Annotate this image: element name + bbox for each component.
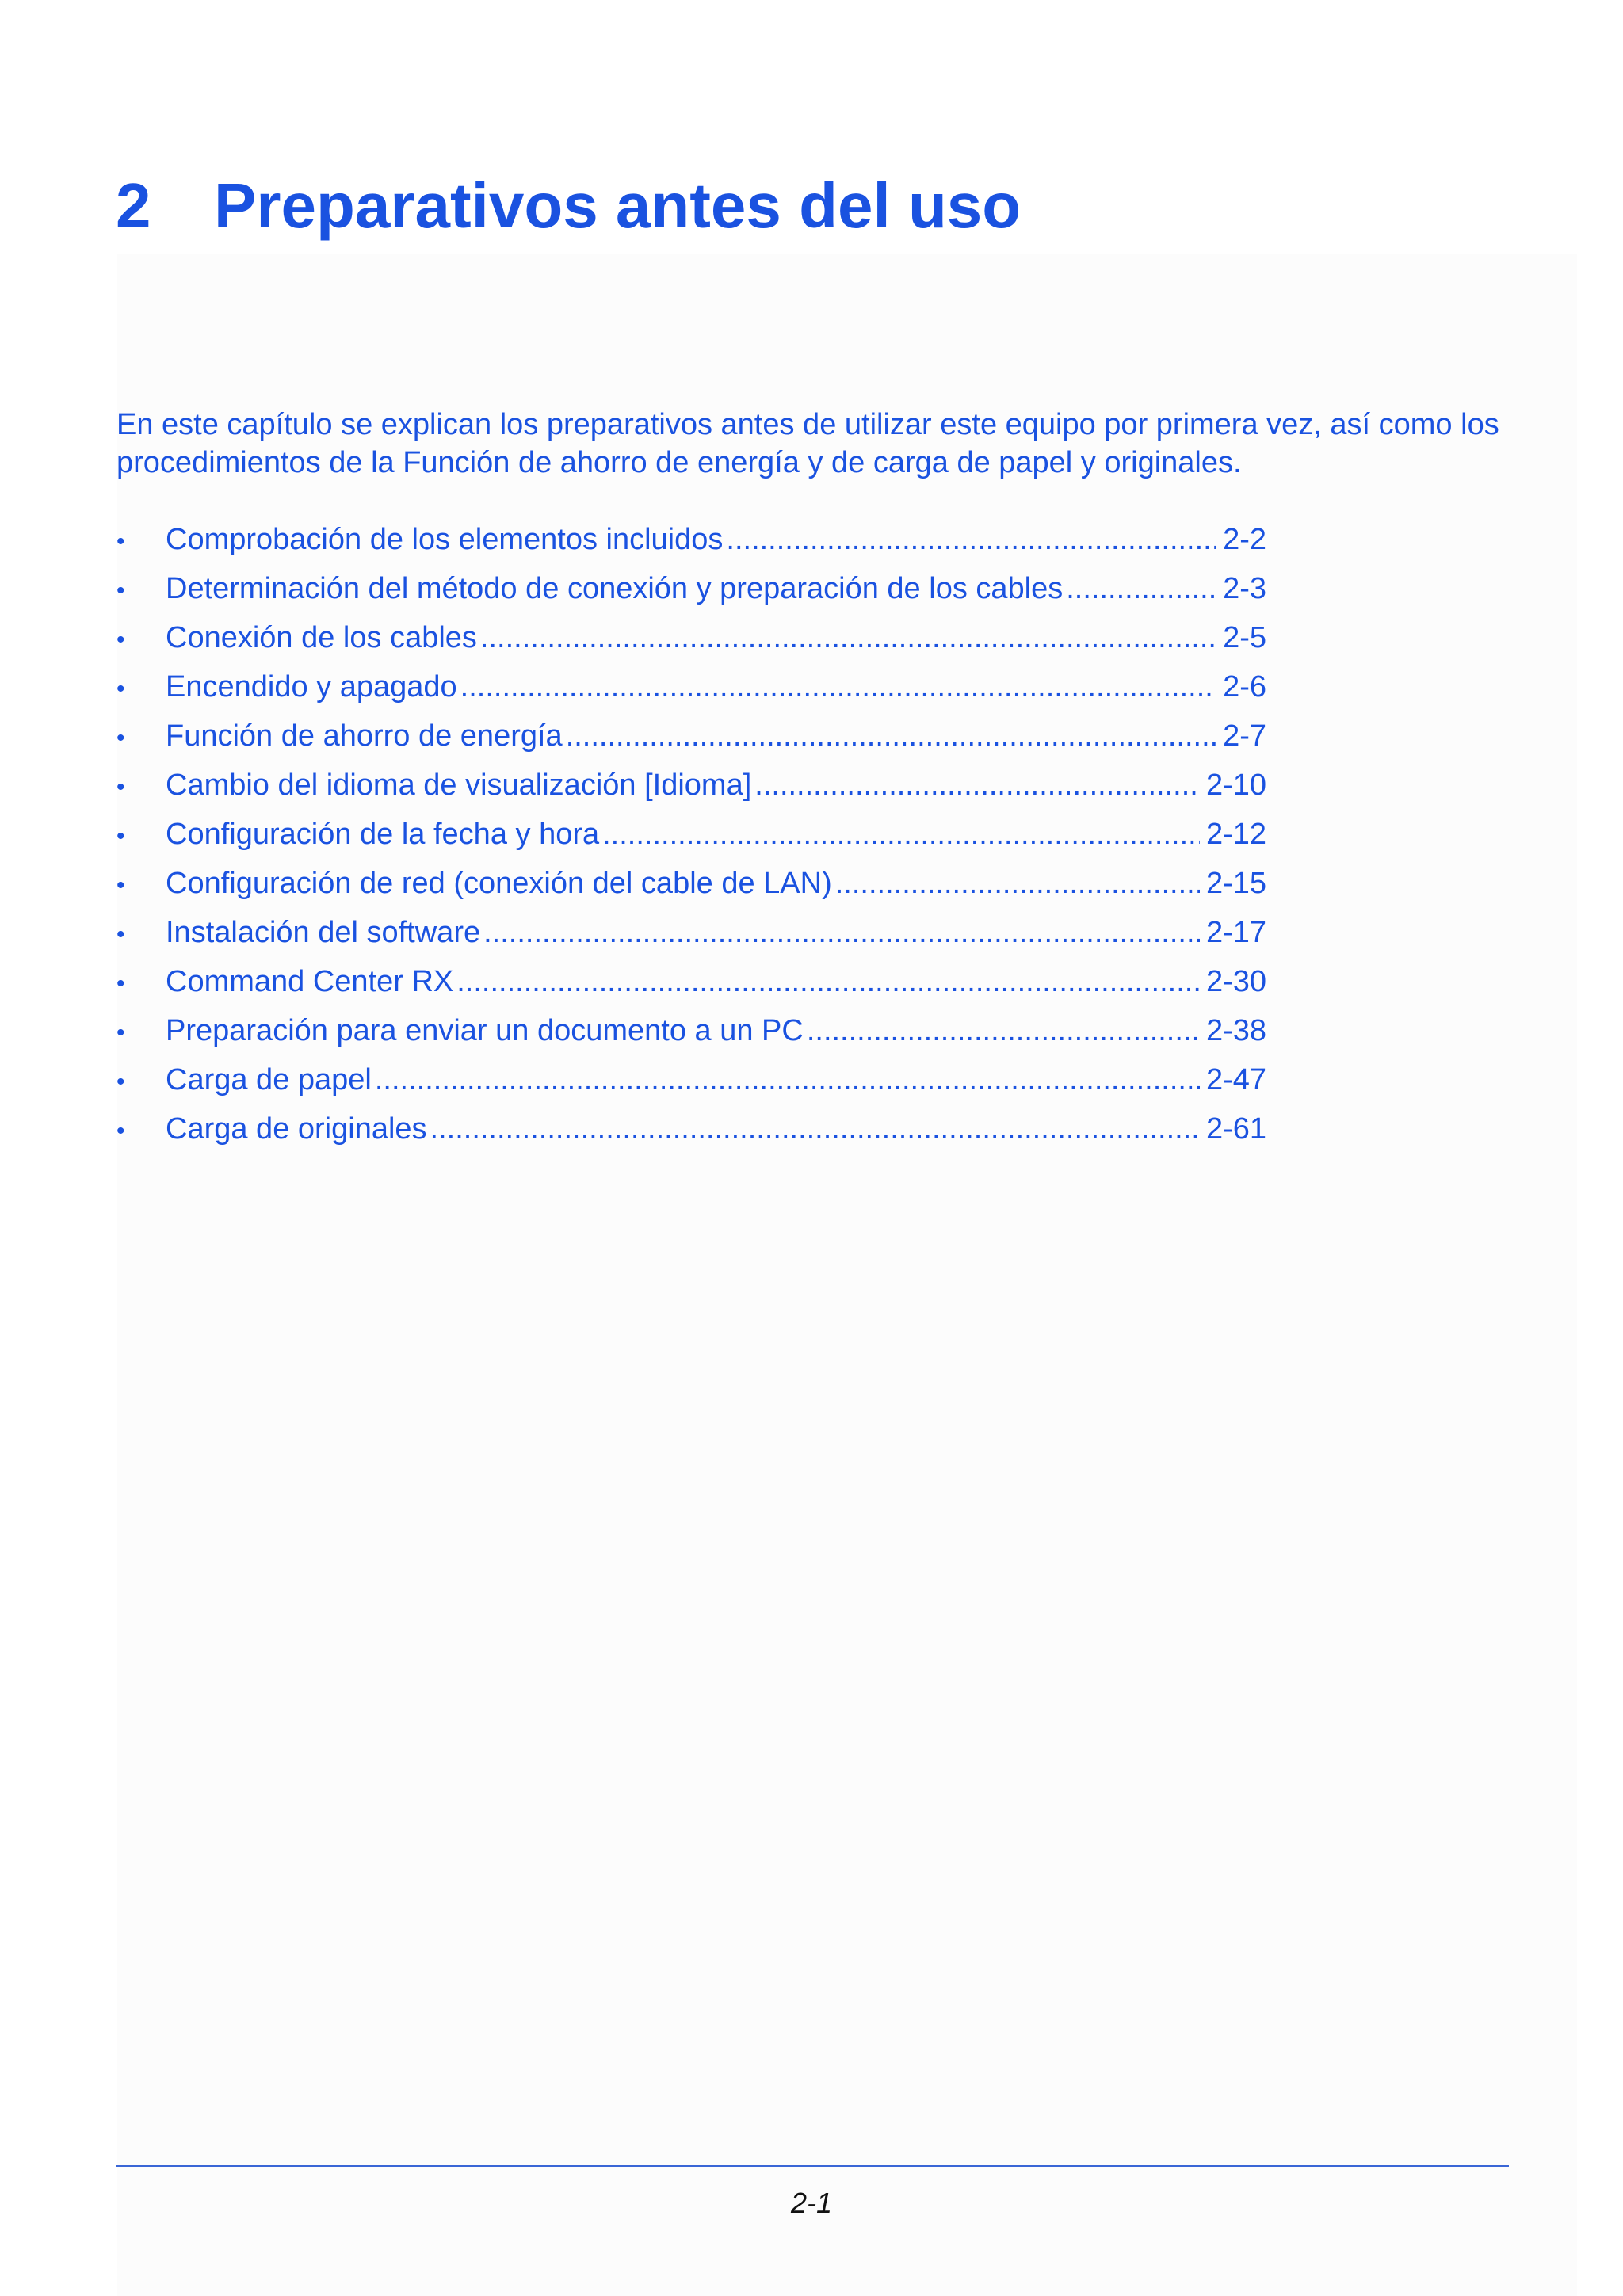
dot-leader [1066,564,1216,613]
toc-item-label[interactable]: Carga de originales [166,1112,427,1146]
chapter-title-text: Preparativos antes del uso [214,170,1022,241]
toc-item-label[interactable]: Determinación del método de conexión y preparación de los cables [166,572,1064,605]
toc-item[interactable] [116,1055,1266,1104]
toc-item-page[interactable]: 2-15 [1205,867,1266,900]
toc-item-label[interactable]: Conexión de los cables [166,621,477,654]
bullet-icon: • [116,1118,125,1144]
toc-item-label[interactable]: Encendido y apagado [166,670,457,704]
toc-item-page[interactable]: 2-7 [1223,719,1266,753]
toc-item-page[interactable]: 2-61 [1205,1112,1266,1146]
dot-leader [807,1006,1200,1055]
chapter-number: 2 [116,170,151,241]
toc-item[interactable] [116,908,1266,957]
dot-leader [483,908,1200,957]
chapter-intro: En este capítulo se explican los preparativos antes de utilizar este equipo por primera vez, así como los procedimientos de la Función de ahorro de energía y de carga de papel y originales. [116,408,1499,479]
toc-item-label[interactable]: Command Center RX [166,965,454,998]
bullet-icon: • [116,1020,125,1046]
dot-leader [456,957,1200,1006]
toc-item[interactable] [116,564,1266,613]
toc-item-label[interactable]: Carga de papel [166,1063,372,1097]
bullet-icon: • [116,1069,125,1095]
bullet-icon: • [116,578,125,604]
toc-item-page[interactable]: 2-12 [1205,818,1266,851]
toc-item[interactable] [116,515,1266,564]
footer-divider [116,2165,1509,2167]
toc-item[interactable] [116,957,1266,1006]
dot-leader [375,1055,1200,1104]
page-number: 2-1 [790,2187,833,2219]
bullet-icon: • [116,971,125,997]
toc-item-page[interactable]: 2-6 [1223,670,1266,704]
toc-item-page[interactable]: 2-47 [1205,1063,1266,1097]
toc-item-page[interactable]: 2-2 [1223,523,1266,556]
dot-leader [460,662,1216,711]
toc-item[interactable] [116,1006,1266,1055]
toc-item-page[interactable]: 2-3 [1223,572,1266,605]
toc-item-label[interactable]: Preparación para enviar un documento a un PC [166,1014,804,1047]
toc-item-page[interactable]: 2-5 [1223,621,1266,654]
toc-item-label[interactable]: Función de ahorro de energía [166,719,563,753]
toc-item[interactable] [116,859,1266,908]
dot-leader [726,515,1216,564]
toc-item-label[interactable]: Configuración de red (conexión del cable de LAN) [166,867,832,900]
toc-item[interactable] [116,761,1266,810]
bullet-icon: • [116,725,125,751]
bullet-icon: • [116,823,125,849]
toc-item-label[interactable]: Instalación del software [166,916,481,949]
toc-item-label[interactable]: Comprobación de los elementos incluidos [166,523,724,556]
toc-item-page[interactable]: 2-10 [1205,769,1266,802]
toc-item[interactable] [116,711,1266,761]
bullet-icon: • [116,676,125,702]
toc-item[interactable] [116,613,1266,662]
toc-item[interactable] [116,1104,1266,1154]
bullet-icon: • [116,528,125,555]
toc-item-page[interactable]: 2-30 [1205,965,1266,998]
dot-leader [480,613,1216,662]
dot-leader [566,711,1216,761]
dot-leader [430,1104,1200,1154]
bullet-icon: • [116,921,125,948]
dot-leader [835,859,1200,908]
toc-item-label[interactable]: Configuración de la fecha y hora [166,818,600,851]
bullet-icon: • [116,774,125,800]
table-of-contents [116,515,1266,1154]
toc-item-page[interactable]: 2-17 [1205,916,1266,949]
toc-item-label[interactable]: Cambio del idioma de visualización [Idioma] [166,769,752,802]
chapter-title [116,170,1022,241]
toc-item-page[interactable]: 2-38 [1205,1014,1266,1047]
bullet-icon: • [116,627,125,653]
dot-leader [602,810,1200,859]
toc-item[interactable] [116,662,1266,711]
toc-item[interactable] [116,810,1266,859]
dot-leader [754,761,1200,810]
bullet-icon: • [116,872,125,898]
